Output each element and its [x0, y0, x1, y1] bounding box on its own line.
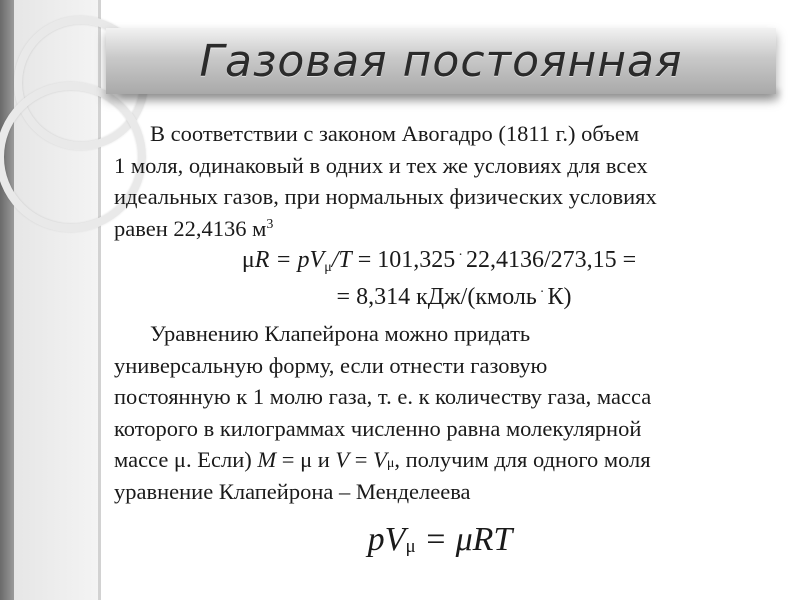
eq-over-t: /T: [331, 247, 352, 273]
result-right: К): [547, 284, 572, 310]
text-line: В соответствии с законом Авогадро (1811 г.) объем: [150, 121, 640, 146]
text-fragment: =: [349, 447, 374, 472]
text-fragment: , получим для одного моля: [394, 447, 651, 472]
multiply-dot: ·: [539, 285, 545, 300]
subscript-mu: μ: [324, 260, 332, 275]
slide-title: Газовая постоянная: [199, 35, 683, 87]
equation-gas-constant: [114, 244, 764, 280]
clapeyron-mendeleev-formula: [300, 520, 580, 560]
text-line: равен 22,4136 м: [114, 215, 267, 241]
eq-values-b: 22,4136/273,15 =: [465, 247, 637, 273]
text-line: 1 моля, одинаковый в одних и тех же условиях для всех: [114, 152, 648, 178]
multiply-dot: ·: [458, 248, 463, 263]
mu-symbol: μ: [241, 247, 255, 273]
text-line: идеальных газов, при нормальных физических условиях: [114, 184, 657, 209]
text-line: массе μ. Если): [114, 447, 258, 472]
superscript: 3: [266, 216, 274, 232]
equation-result: [114, 280, 764, 318]
var-v: V: [335, 447, 350, 472]
text-line: которого в килограммах численно равна молекулярной: [114, 415, 642, 441]
var-r: R: [254, 247, 270, 273]
var-v-mu: V: [373, 447, 387, 472]
formula-subscript: μ: [405, 536, 416, 557]
text-line: уравнение Клапейрона – Менделеева: [114, 478, 471, 504]
paragraph-avogadro: [114, 118, 764, 244]
formula-pv: pV: [367, 521, 406, 558]
result-left: = 8,314 кДж/(кмоль: [336, 284, 537, 310]
eq-values-a: = 101,325: [351, 247, 456, 273]
text-line: универсальную форму, если отнести газовую: [114, 352, 548, 378]
paragraph-clapeyron: [114, 318, 764, 507]
eq-pv: = pV: [269, 247, 325, 273]
formula-rest: = μRT: [415, 521, 513, 558]
text-line: Уравнению Клапейрона можно придать: [150, 321, 531, 346]
subscript-mu: μ: [386, 456, 395, 471]
slide-body: [114, 118, 764, 507]
text-line: постоянную к 1 молю газа, т. е. к количеству газа, масса: [114, 384, 652, 409]
left-dark-strip: [0, 0, 14, 600]
text-fragment: = μ и: [276, 447, 336, 472]
title-banner: [106, 28, 776, 94]
var-m: M: [257, 447, 277, 472]
